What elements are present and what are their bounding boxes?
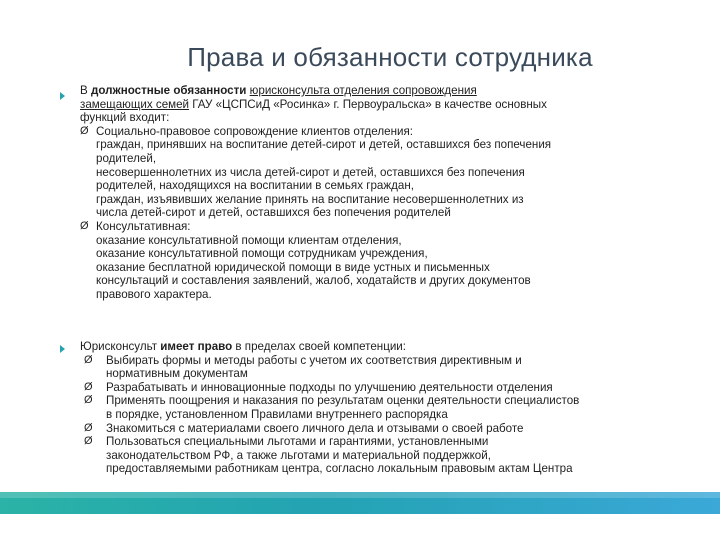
arrow-bullet-icon: Ø [84, 353, 93, 366]
intro-rest: ГАУ «ЦСПСиД «Росинка» г. Первоуральска» в качестве основных [189, 97, 547, 111]
list-item: граждан, изъявивших желание принять на воспитание несовершеннолетних из [96, 192, 524, 206]
list-item: числа детей-сирот и детей, оставшихся без попечения родителей [96, 206, 451, 220]
arrow-bullet-icon: Ø [84, 394, 93, 407]
slide-title: Права и обязанности сотрудника [187, 42, 593, 72]
list-item: оказание консультативной помощи клиентам отделения, [96, 233, 402, 247]
intro-prefix: В [80, 84, 91, 97]
rights-item: Ø Выбирать формы и методы работы с учетом их соответствия директивным и нормативным документам [84, 353, 522, 381]
list-item: оказание бесплатной юридической помощи в виде устных и письменных [96, 260, 490, 274]
rights-item: Ø Знакомиться с материалами своего личного дела и отзывами о своей работе [84, 421, 524, 435]
arrow-bullet-icon: Ø [80, 219, 89, 232]
bullet-marker-icon [60, 345, 65, 353]
list-item: правового характера. [96, 287, 212, 301]
list-item: несовершеннолетних из числа детей-сирот и детей, оставшихся без попечения [96, 165, 525, 179]
duties-intro-line-1 [80, 84, 680, 98]
rights-item: Ø Пользоваться специальными льготами и гарантиями, установленными законодательством РФ, а также льготами и материальной поддержкой, предоставляемыми работникам центра, согласно локальным правовым актам Центра [84, 435, 573, 476]
arrow-bullet-icon: Ø [84, 435, 93, 448]
rights-block [80, 340, 680, 476]
section-heading-social-legal: Ø Социально-правовое сопровождение клиентов отделения: [80, 124, 413, 138]
bullet-marker-icon [60, 92, 65, 100]
duties-intro-line-2 [80, 98, 680, 112]
intro-underlined: юрисконсульта отделения сопровождения [249, 84, 477, 97]
list-item: родителей, находящихся на воспитании в семьях граждан, [96, 179, 414, 193]
list-item: оказание консультативной помощи сотрудникам учреждения, [96, 247, 428, 261]
list-item: родителей, [96, 151, 157, 165]
arrow-bullet-icon: Ø [80, 124, 89, 137]
rights-item: Ø Применять поощрения и наказания по результатам оценки деятельности специалистов в порядке, установленном Правилами внутреннего распорядка [84, 394, 580, 421]
duties-block [80, 84, 680, 302]
list-item: консультаций и составления заявлений, жалоб, ходатайств и других документов [96, 274, 531, 288]
arrow-bullet-icon: Ø [84, 421, 93, 434]
list-item: граждан, принявших на воспитание детей-сирот и детей, оставшихся без попечения [96, 138, 552, 152]
section-heading-consultative: Ø Консультативная: [80, 219, 191, 233]
rights-intro: Юрисконсульт имеет право в пределах своей компетенции: [80, 340, 407, 353]
intro-bold: должностные обязанности [90, 84, 247, 97]
footer-band [0, 492, 720, 514]
duties-intro-line-3: функций входит: [80, 111, 170, 125]
intro-bold: имеет право [160, 340, 233, 353]
rights-item: Ø Разрабатывать и инновационные подходы по улучшению деятельности отделения [84, 380, 553, 394]
intro-underlined: замещающих семей [80, 97, 190, 111]
arrow-bullet-icon: Ø [84, 380, 93, 393]
